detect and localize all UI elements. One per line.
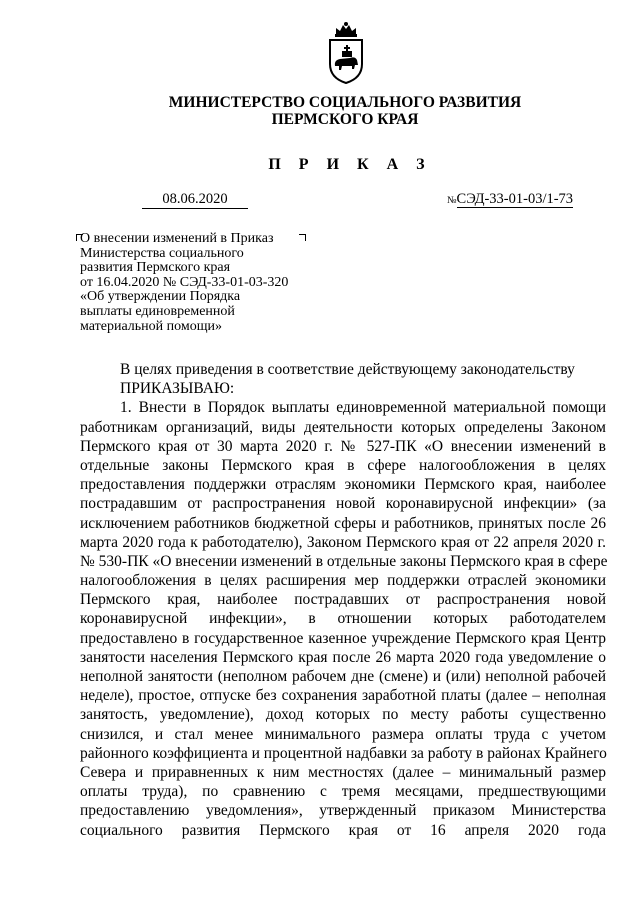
body-line: Пермского края, наиболее пострадавших от распространения новой [80, 591, 606, 609]
body-line: предоставлению уведомления», утвержденный приказом Министерства [80, 802, 606, 820]
body-line: коронавирусной инфекции», в отношении которых работодателем [80, 610, 606, 628]
body-line: № 530-ПК «О внесении изменений в отдельные законы Пермского края в сфере [80, 552, 608, 570]
body-line: неполной занятости (неполном рабочем дне (смене) и (или) неполной рабочей [80, 668, 606, 685]
body-line: Севера и приравненных к ним местностях (далее – минимальный размер [80, 763, 606, 781]
order-number [447, 190, 573, 210]
body-line: марта 2020 года к работодателю), Законом Пермского края от 22 апреля 2020 г. [80, 533, 606, 551]
ministry-name-line-1: МИНИСТЕРСТВО СОЦИАЛЬНОГО РАЗВИТИЯ [168, 94, 522, 111]
body-line: занятости населения Пермского края после 26 марта 2020 года уведомление о [80, 648, 606, 666]
order-body [80, 360, 606, 840]
body-line: снизился, и стал менее минимального размера оплаты труда с учетом [80, 725, 606, 743]
body-line-preamble: В целях приведения в соответствие действующему законодательству [120, 361, 575, 378]
subject-line: от 16.04.2020 № СЭД-33-01-03-320 [80, 274, 289, 290]
subject-line: материальной помощи» [80, 318, 222, 334]
body-line-decree: ПРИКАЗЫВАЮ: [120, 380, 235, 398]
order-title: П Р И К А З [268, 156, 432, 173]
body-line: неделе), простое, отпуске без сохранения заработной платы (далее – неполная [80, 687, 606, 705]
subject-line: развития Пермского края [80, 260, 231, 276]
number-sign: № [447, 195, 457, 206]
body-line: предоставления поддержки отраслям экономики Пермского края, наиболее [80, 476, 606, 494]
body-line: предоставлено в государственное казенное учреждение Пермского края Центр [80, 629, 606, 647]
body-line: занятость, уведомление), доход которых по месту работы существенно [80, 706, 606, 724]
body-line: налогообложения в целях расширения мер поддержки отраслей экономики [80, 572, 606, 590]
body-line: работникам организаций, виды деятельности которых определены Законом [80, 418, 606, 436]
order-number-value: СЭД-33-01-03/1-73 [456, 191, 574, 207]
order-date: 08.06.2020 [142, 190, 248, 209]
body-line: оплаты труда), по сравнению с тремя месяцами, предшествующими [80, 783, 606, 801]
body-line: 1. Внести в Порядок выплаты единовременной материальной помощи [120, 399, 606, 417]
body-line: районного коэффициента и процентной надбавки за работу в районах Крайнего [80, 744, 607, 762]
subject-line: «Об утверждении Порядка [80, 289, 241, 305]
ministry-name-line-2: ПЕРМСКОГО КРАЯ [271, 111, 419, 128]
body-line: отдельные законы Пермского края в сфере налогообложения в целях [80, 456, 606, 474]
body-line: исключением работников бюджетной сферы и работников, принятых после 26 [80, 514, 606, 532]
ministry-name [130, 94, 560, 128]
subject-line: О внесении изменений в Приказ [80, 231, 274, 246]
subject-line: Министерства социального [80, 245, 244, 261]
subject-line: выплаты единовременной [80, 303, 235, 319]
coat-of-arms-icon [322, 20, 370, 86]
body-line: социального развития Пермского края от 16 апреля 2020 года [80, 821, 606, 839]
body-line: пострадавшим от распространения новой коронавирусной инфекции» (за [80, 495, 606, 513]
body-line: Пермского края от 30 марта 2020 г. № 527-ПК «О внесении изменений в [80, 437, 606, 455]
order-subject [80, 232, 320, 334]
